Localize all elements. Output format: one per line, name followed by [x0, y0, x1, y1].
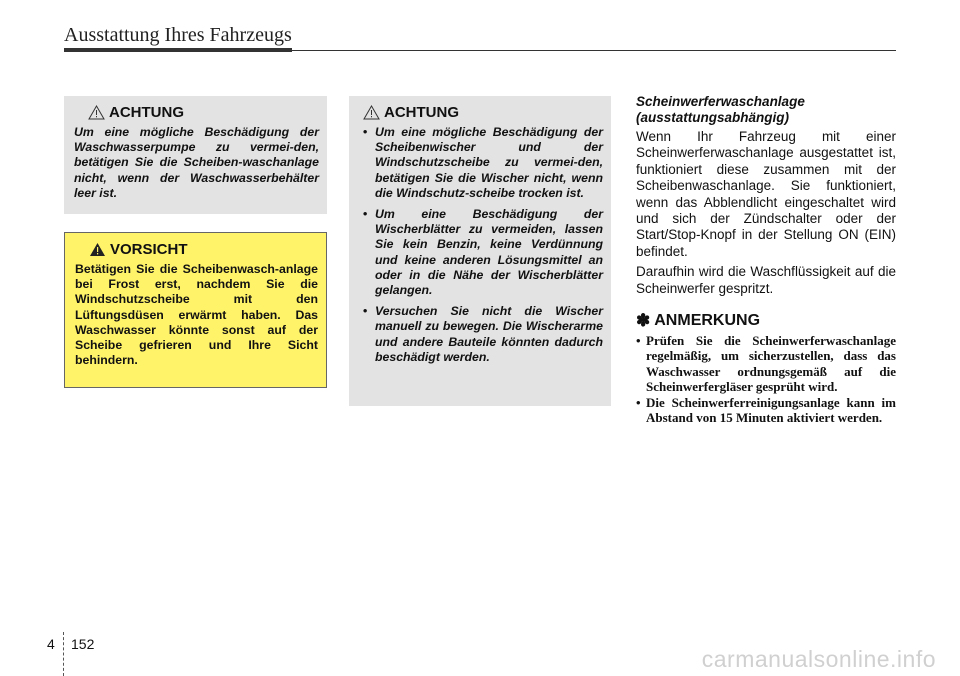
list-item: • Um eine Beschädigung der Wischerblätter zu vermeiden, lassen Sie kein Benzin, keine Verdünnung und keine anderen Lösungsmittel an oder in die Nähe der Wischerblätter gelangen. — [363, 207, 603, 298]
achtung-box-pump — [64, 96, 327, 214]
list-item: • Versuchen Sie nicht die Wischer manuell zu bewegen. Die Wischerarme und andere Bauteile könnten dadurch beschädigt werden. — [363, 304, 603, 365]
warning-triangle-filled-icon — [89, 242, 106, 257]
list-item: • Um eine mögliche Beschädigung der Scheibenwischer und der Windschutzscheibe zu vermei-den, betätigen Sie die Wischer nicht, wenn die Windschutz-scheibe trocken ist. — [363, 125, 603, 201]
achtung-heading-2-label: ACHTUNG — [384, 104, 459, 121]
page-number: 152 — [71, 636, 95, 652]
warning-triangle-icon — [363, 105, 380, 120]
achtung-box-wipers — [349, 96, 611, 406]
header-rule-thick — [64, 48, 292, 52]
warning-triangle-icon — [88, 105, 105, 120]
list-item: • Die Scheinwerferreinigungsanlage kann im Abstand von 15 Minuten aktiviert werden. — [636, 395, 896, 426]
chapter-number: 4 — [47, 636, 55, 652]
vorsicht-box — [64, 232, 327, 388]
achtung-heading-1 — [88, 104, 319, 121]
achtung-heading-1-label: ACHTUNG — [109, 104, 184, 121]
list-item: • Prüfen Sie die Scheinwerferwaschanlage regelmäßig, um sicherzustellen, dass das Waschwasser ordnungsgemäß auf die Scheinwerfergläser gesprüht wird. — [636, 333, 896, 395]
vorsicht-heading — [89, 241, 318, 258]
achtung-list — [363, 125, 603, 365]
achtung-text-1: Um eine mögliche Beschädigung der Waschwasserpumpe zu vermei-den, betätigen Sie die Scheiben-waschanlage nicht, wenn der Waschwasserbehälter leer ist. — [74, 125, 319, 200]
watermark: carmanualsonline.info — [701, 646, 936, 672]
achtung-heading-2 — [363, 104, 603, 121]
headlamp-washer-section — [636, 94, 896, 426]
vorsicht-text: Betätigen Sie die Scheibenwasch-anlage bei Frost erst, nachdem Sie die Windschutzscheibe mit den Lüftungsdüsen erwärmt haben. Das Waschwasser könnte sonst auf der Scheibe gefrieren und Ihre Sicht behindern. — [75, 262, 318, 368]
section-paragraph-2: Daraufhin wird die Waschflüssigkeit auf die Scheinwerfer gespritzt. — [636, 264, 896, 296]
section-paragraph-1: Wenn Ihr Fahrzeug mit einer Scheinwerferwaschanlage ausgestattet ist, funktioniert diese zusammen mit der Scheibenwaschanlage. Sie funktioniert, wenn das Abblendlicht eingeschaltet wird und sich der Zündschalter oder der Start/Stop-Knopf in der Stellung ON (EIN) befindet. — [636, 129, 896, 259]
vorsicht-heading-label: VORSICHT — [110, 241, 188, 258]
header-rule-thin — [292, 50, 896, 51]
note-heading-label: ANMERKUNG — [654, 312, 761, 330]
note-list — [636, 333, 896, 425]
page-header-title: Ausstattung Ihres Fahrzeugs — [64, 24, 292, 46]
note-heading — [636, 311, 896, 331]
asterisk-icon: ✽ — [636, 311, 651, 331]
section-heading: Scheinwerferwaschanlage (ausstattungsabhängig) — [636, 94, 805, 125]
footer-divider — [63, 632, 64, 676]
